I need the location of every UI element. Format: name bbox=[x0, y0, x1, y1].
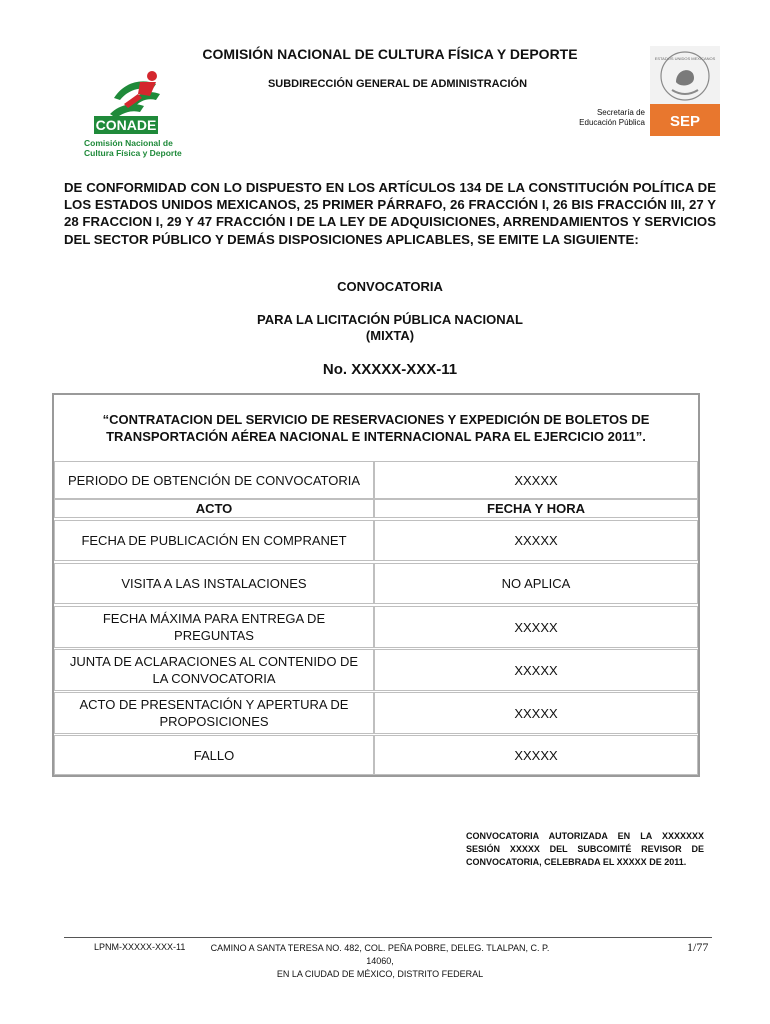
conade-runner-icon bbox=[80, 70, 192, 162]
table-row-fecha: NO APLICA bbox=[374, 563, 698, 604]
table-row-fecha: XXXXX bbox=[374, 735, 698, 775]
table-row-acto: JUNTA DE ACLARACIONES AL CONTENIDO DE LA CONVOCATORIA bbox=[54, 649, 374, 691]
table-row-fecha: XXXXX bbox=[374, 520, 698, 561]
sep-caption-line2: Educación Pública bbox=[579, 118, 645, 127]
table-row-acto: VISITA A LAS INSTALACIONES bbox=[54, 563, 374, 604]
footer-address bbox=[200, 942, 560, 981]
footer-address-line1: CAMINO A SANTA TERESA NO. 482, COL. PEÑA POBRE, DELEG. TLALPAN, C. P. 14060, bbox=[210, 943, 550, 966]
licitacion-type: (MIXTA) bbox=[365, 328, 415, 343]
table-row-acto: FECHA DE PUBLICACIÓN EN COMPRANET bbox=[54, 520, 374, 561]
footer-address-line2: EN LA CIUDAD DE MÉXICO, DISTRITO FEDERAL bbox=[276, 969, 484, 979]
svg-text:SEP: SEP bbox=[669, 113, 701, 130]
svg-text:Comisión Nacional de: Comisión Nacional de bbox=[84, 138, 173, 148]
table-row-acto: ACTO DE PRESENTACIÓN Y APERTURA DE PROPOSICIONES bbox=[54, 692, 374, 734]
sep-caption-line1: Secretaría de bbox=[596, 108, 645, 117]
fecha-hora-header: FECHA Y HORA bbox=[374, 499, 698, 518]
acto-header: ACTO bbox=[54, 499, 374, 518]
convocatoria-heading: CONVOCATORIA bbox=[337, 279, 443, 294]
periodo-label-cell: PERIODO DE OBTENCIÓN DE CONVOCATORIA bbox=[54, 461, 374, 499]
sep-caption bbox=[579, 108, 645, 128]
table-row-acto: FALLO bbox=[54, 735, 374, 775]
svg-text:CONADE: CONADE bbox=[95, 117, 157, 133]
footer-code: LPNM-XXXXX-XXX-11 bbox=[94, 942, 186, 952]
conade-logo bbox=[80, 70, 192, 162]
table-row-fecha: XXXXX bbox=[374, 692, 698, 734]
organization-title: COMISIÓN NACIONAL DE CULTURA FÍSICA Y DEPORTE bbox=[202, 46, 578, 62]
convocatoria-number: No. XXXXX-XXX-11 bbox=[322, 361, 458, 378]
department-subtitle: SUBDIRECCIÓN GENERAL DE ADMINISTRACIÓN bbox=[267, 78, 528, 90]
sep-logo bbox=[650, 46, 720, 136]
table-row-fecha: XXXXX bbox=[374, 606, 698, 648]
svg-text:Cultura Física y Deporte: Cultura Física y Deporte bbox=[84, 148, 182, 158]
page-number: 1/77 bbox=[687, 940, 709, 954]
table-row-acto: FECHA MÁXIMA PARA ENTREGA DE PREGUNTAS bbox=[54, 606, 374, 648]
mexico-seal-icon bbox=[650, 46, 720, 136]
table-row-fecha: XXXXX bbox=[374, 649, 698, 691]
authorization-note: CONVOCATORIA AUTORIZADA EN LA XXXXXXX SESIÓN XXXXX DEL SUBCOMITÉ REVISOR DE CONVOCATORIA, CELEBRADA EL XXXXX DE 2011. bbox=[466, 831, 704, 867]
legal-basis-paragraph: DE CONFORMIDAD CON LO DISPUESTO EN LOS ARTÍCULOS 134 DE LA CONSTITUCIÓN POLÍTICA DE LOS ESTADOS UNIDOS MEXICANOS, 25 PRIMER PÁRRAFO, 26 FRACCIÓN I, 26 BIS FRACCIÓN III, 27 Y 28 FRACCION I, 29 Y 47 FRACCIÓN I DE LA LEY DE ADQUISICIONES, ARRENDAMIENTOS Y SERVICIOS DEL SECTOR PÚBLICO Y DEMÁS DISPOSICIONES APLICABLES, SE EMITE LA SIGUIENTE: bbox=[64, 180, 716, 247]
svg-text:ESTADOS UNIDOS MEXICANOS: ESTADOS UNIDOS MEXICANOS bbox=[654, 56, 716, 61]
licitacion-heading: PARA LA LICITACIÓN PÚBLICA NACIONAL bbox=[257, 312, 523, 327]
footer-divider bbox=[64, 937, 712, 938]
contract-title: “CONTRATACION DEL SERVICIO DE RESERVACIONES Y EXPEDICIÓN DE BOLETOS DE TRANSPORTACIÓN AÉREA NACIONAL E INTERNACIONAL PARA EL EJERCICIO 2011”. bbox=[102, 412, 650, 444]
periodo-value-cell: XXXXX bbox=[374, 461, 698, 499]
